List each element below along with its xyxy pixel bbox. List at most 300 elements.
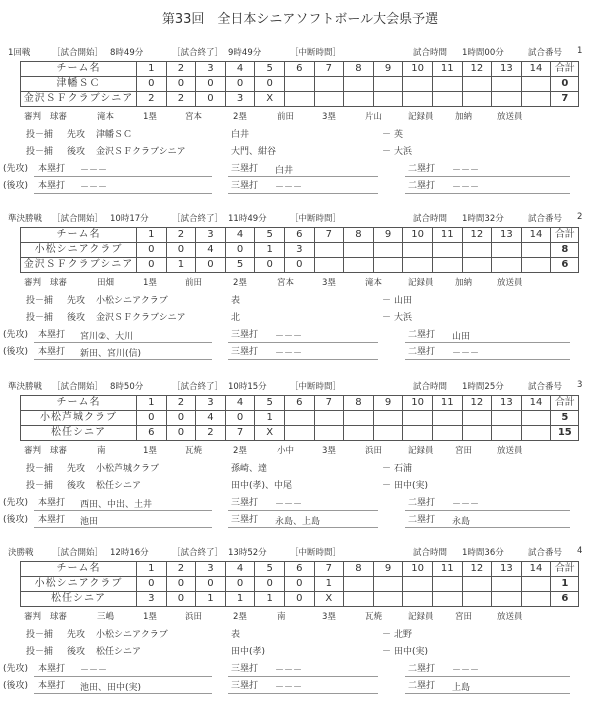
second-base-label: 2塁 xyxy=(233,446,247,456)
duration-label: 試合時間 xyxy=(413,548,448,558)
inning-header-5: 5 xyxy=(255,562,285,577)
total-header: 合計 xyxy=(551,228,579,243)
round-label: 準決勝戦 xyxy=(8,382,43,392)
inning-header-8: 8 xyxy=(344,562,374,577)
hits-top-row xyxy=(0,326,600,343)
inning-score: 3 xyxy=(137,592,167,607)
battery-bottom-pitcher: 北 xyxy=(231,313,241,323)
team-row-top xyxy=(21,77,579,92)
total-score: 15 xyxy=(551,426,579,441)
inning-score xyxy=(462,592,492,607)
inning-score: 3 xyxy=(284,243,314,258)
hr-label: 本塁打 xyxy=(38,347,66,357)
inning-header-13: 13 xyxy=(492,62,522,77)
inning-score xyxy=(492,77,522,92)
battery-label: 投－捕 xyxy=(26,481,54,491)
game-number-label: 試合番号 xyxy=(528,548,563,558)
hr-label: 本塁打 xyxy=(38,330,66,340)
battery-top-pitcher: 孫崎、達 xyxy=(231,464,268,474)
inning-header-4: 4 xyxy=(225,62,255,77)
third-base-umpire: 片山 xyxy=(365,112,383,122)
scoreboard-header-row xyxy=(21,562,579,577)
recorder-label: 記録員 xyxy=(408,112,434,122)
inning-header-13: 13 xyxy=(492,228,522,243)
double-label: 二塁打 xyxy=(408,181,436,191)
third-base-label: 3塁 xyxy=(322,112,336,122)
third-base-label: 3塁 xyxy=(322,278,336,288)
game-number: 3 xyxy=(577,380,583,390)
total-score: 1 xyxy=(551,577,579,592)
triple-label: 三塁打 xyxy=(231,330,259,340)
hr-bottom-value: 池田 xyxy=(80,517,99,527)
inning-header-8: 8 xyxy=(344,396,374,411)
hits-top-row xyxy=(0,160,600,177)
inning-score xyxy=(373,592,403,607)
team-name: 松任シニア xyxy=(21,592,137,607)
dash: － xyxy=(382,647,392,657)
inning-score: 2 xyxy=(137,92,167,107)
recorder-label: 記録員 xyxy=(408,612,434,622)
first-base-umpire: 浜田 xyxy=(185,612,203,622)
inning-score: 4 xyxy=(196,243,226,258)
inning-score xyxy=(314,426,344,441)
double-label: 二塁打 xyxy=(408,681,436,691)
triple-top-value: －－－ xyxy=(275,332,303,342)
battery-bottom-team: 金沢ＳＦクラブシニア xyxy=(96,313,186,323)
second-base-umpire: 小中 xyxy=(277,446,295,456)
triple-label: 三塁打 xyxy=(231,515,259,525)
dash: － xyxy=(382,130,392,140)
interrupt-label: ［中断時間］ xyxy=(290,382,342,392)
recorder-name: 加納 xyxy=(455,278,473,288)
team-row-bottom xyxy=(21,92,579,107)
triple-bottom-value: －－－ xyxy=(275,683,303,693)
game-header xyxy=(0,46,600,60)
top-paren-label: (先攻) xyxy=(3,498,29,508)
plate-umpire-label: 球審 xyxy=(50,446,68,456)
inning-header-14: 14 xyxy=(521,62,551,77)
inning-score xyxy=(432,411,462,426)
inning-score xyxy=(432,92,462,107)
inning-score xyxy=(521,411,551,426)
team-row-bottom xyxy=(21,426,579,441)
triple-bottom-value: 永島、上島 xyxy=(275,517,321,527)
second-base-label: 2塁 xyxy=(233,612,247,622)
third-base-label: 3塁 xyxy=(322,612,336,622)
triple-label: 三塁打 xyxy=(231,347,259,357)
inning-score xyxy=(403,577,433,592)
inning-header-2: 2 xyxy=(166,228,196,243)
duration-label: 試合時間 xyxy=(413,382,448,392)
scoreboard-header-row xyxy=(21,228,579,243)
duration-value: 1時間32分 xyxy=(462,214,504,224)
double-label: 二塁打 xyxy=(408,347,436,357)
battery-label: 投－捕 xyxy=(26,130,54,140)
first-base-label: 1塁 xyxy=(143,446,157,456)
announcer-label: 放送員 xyxy=(497,612,523,622)
battery-label: 投－捕 xyxy=(26,630,54,640)
team-name: 金沢ＳＦクラブシニア xyxy=(21,92,137,107)
inning-score: 1 xyxy=(255,411,285,426)
top-paren-label: (先攻) xyxy=(3,664,29,674)
inning-score xyxy=(284,411,314,426)
page-title: 第33回 全日本シニアソフトボール大会県予選 xyxy=(161,12,439,27)
inning-score: 0 xyxy=(225,243,255,258)
inning-score: 3 xyxy=(225,92,255,107)
second-base-umpire: 宮本 xyxy=(277,278,295,288)
inning-header-7: 7 xyxy=(314,562,344,577)
inning-score xyxy=(373,411,403,426)
inning-score xyxy=(344,592,374,607)
inning-score xyxy=(403,92,433,107)
inning-score xyxy=(462,92,492,107)
bottom-paren-label: (後攻) xyxy=(3,681,29,691)
hits-bottom-row xyxy=(0,177,600,194)
hr-label: 本塁打 xyxy=(38,164,66,174)
duration-label: 試合時間 xyxy=(413,214,448,224)
game-header xyxy=(0,380,600,394)
third-base-label: 3塁 xyxy=(322,446,336,456)
recorder-name: 宮田 xyxy=(455,612,473,622)
inning-score xyxy=(314,258,344,273)
battery-top-row xyxy=(0,293,600,309)
inning-score: 0 xyxy=(166,577,196,592)
end-label: ［試合終了］ xyxy=(172,548,224,558)
battery-top-team: 小松芦城クラブ xyxy=(96,464,160,474)
inning-score: 0 xyxy=(137,577,167,592)
interrupt-label: ［中断時間］ xyxy=(290,548,342,558)
double-label: 二塁打 xyxy=(408,664,436,674)
total-header: 合計 xyxy=(551,396,579,411)
inning-score xyxy=(521,77,551,92)
game-number: 4 xyxy=(577,546,583,556)
team-name: 小松シニアクラブ xyxy=(21,577,137,592)
inning-score xyxy=(373,92,403,107)
inning-score: 0 xyxy=(284,258,314,273)
game-section-1 xyxy=(0,46,600,193)
announcer-label: 放送員 xyxy=(497,446,523,456)
round-label: 決勝戦 xyxy=(8,548,34,558)
recorder-label: 記録員 xyxy=(408,278,434,288)
inning-score xyxy=(403,243,433,258)
inning-header-2: 2 xyxy=(166,62,196,77)
dash: － xyxy=(382,481,392,491)
inning-score: 2 xyxy=(196,426,226,441)
team-row-top xyxy=(21,577,579,592)
inning-header-13: 13 xyxy=(492,396,522,411)
plate-umpire-label: 球審 xyxy=(50,112,68,122)
inning-header-4: 4 xyxy=(225,228,255,243)
game-number-label: 試合番号 xyxy=(528,48,563,58)
inning-header-5: 5 xyxy=(255,228,285,243)
inning-score: 0 xyxy=(166,426,196,441)
game-header xyxy=(0,212,600,226)
inning-header-4: 4 xyxy=(225,562,255,577)
inning-header-11: 11 xyxy=(432,562,462,577)
inning-header-14: 14 xyxy=(521,228,551,243)
inning-header-9: 9 xyxy=(373,62,403,77)
dash: － xyxy=(382,147,392,157)
inning-score xyxy=(373,77,403,92)
double-bottom-value: －－－ xyxy=(452,183,480,193)
scoreboard-table xyxy=(20,227,579,273)
inning-score xyxy=(521,243,551,258)
total-score: 6 xyxy=(551,592,579,607)
inning-score xyxy=(462,411,492,426)
end-time: 11時49分 xyxy=(228,214,267,224)
double-label: 二塁打 xyxy=(408,164,436,174)
umpires-row xyxy=(0,110,600,122)
end-label: ［試合終了］ xyxy=(172,214,224,224)
inning-header-13: 13 xyxy=(492,562,522,577)
battery-top-catcher: 英 xyxy=(394,130,404,140)
battery-bottom-pitcher: 大門、紺谷 xyxy=(231,147,277,157)
double-bottom-value: 上島 xyxy=(452,683,471,693)
hits-top-row xyxy=(0,660,600,677)
inning-score: 0 xyxy=(166,243,196,258)
inning-score: 0 xyxy=(225,77,255,92)
start-label: ［試合開始］ xyxy=(52,382,104,392)
inning-score: 1 xyxy=(314,577,344,592)
inning-header-9: 9 xyxy=(373,228,403,243)
inning-score xyxy=(462,426,492,441)
hr-label: 本塁打 xyxy=(38,515,66,525)
start-label: ［試合開始］ xyxy=(52,214,104,224)
triple-top-value: －－－ xyxy=(275,500,303,510)
inning-score xyxy=(521,426,551,441)
hits-bottom-row xyxy=(0,343,600,360)
triple-label: 三塁打 xyxy=(231,664,259,674)
dash: － xyxy=(382,630,392,640)
inning-score: 0 xyxy=(255,77,285,92)
scoreboard-table xyxy=(20,561,579,607)
round-label: 準決勝戦 xyxy=(8,214,43,224)
inning-header-12: 12 xyxy=(462,562,492,577)
inning-score xyxy=(284,77,314,92)
inning-header-1: 1 xyxy=(137,62,167,77)
start-time: 10時17分 xyxy=(110,214,149,224)
inning-header-8: 8 xyxy=(344,62,374,77)
plate-umpire-label: 球審 xyxy=(50,612,68,622)
inning-score xyxy=(344,577,374,592)
second-base-umpire: 前田 xyxy=(277,112,295,122)
battery-bottom-team: 金沢ＳＦクラブシニア xyxy=(96,147,186,157)
inning-score: 0 xyxy=(284,592,314,607)
start-time: 12時16分 xyxy=(110,548,149,558)
second-base-umpire: 南 xyxy=(277,612,286,622)
inning-score: 0 xyxy=(225,577,255,592)
inning-score xyxy=(521,577,551,592)
hr-top-value: －－－ xyxy=(80,166,108,176)
inning-score xyxy=(344,92,374,107)
top-label: 先攻 xyxy=(67,464,86,474)
inning-header-6: 6 xyxy=(284,396,314,411)
inning-score: 1 xyxy=(225,592,255,607)
inning-score xyxy=(344,243,374,258)
triple-label: 三塁打 xyxy=(231,164,259,174)
double-top-value: 山田 xyxy=(452,332,471,342)
inning-header-1: 1 xyxy=(137,396,167,411)
team-name: 松任シニア xyxy=(21,426,137,441)
top-paren-label: (先攻) xyxy=(3,330,29,340)
inning-score xyxy=(403,426,433,441)
battery-bottom-pitcher: 田中(孝) xyxy=(231,647,266,657)
inning-header-6: 6 xyxy=(284,62,314,77)
start-time: 8時50分 xyxy=(110,382,144,392)
inning-score: 0 xyxy=(137,411,167,426)
inning-header-5: 5 xyxy=(255,62,285,77)
hr-top-value: 宮川②、大川 xyxy=(80,332,134,342)
inning-header-3: 3 xyxy=(196,62,226,77)
battery-bottom-row xyxy=(0,478,600,494)
umpire-label: 審判 xyxy=(24,278,42,288)
battery-bottom-catcher: 大浜 xyxy=(394,313,413,323)
inning-header-12: 12 xyxy=(462,228,492,243)
end-label: ［試合終了］ xyxy=(172,382,224,392)
hits-bottom-row xyxy=(0,511,600,528)
inning-score: 0 xyxy=(196,577,226,592)
battery-top-row xyxy=(0,127,600,143)
inning-score: 5 xyxy=(225,258,255,273)
dash: － xyxy=(382,464,392,474)
inning-header-2: 2 xyxy=(166,396,196,411)
inning-score: 0 xyxy=(255,258,285,273)
interrupt-label: ［中断時間］ xyxy=(290,48,342,58)
inning-score xyxy=(492,243,522,258)
battery-bottom-catcher: 田中(実) xyxy=(394,647,429,657)
team-name-header: チーム名 xyxy=(21,62,137,77)
inning-score: 0 xyxy=(137,258,167,273)
game-number: 2 xyxy=(577,212,583,222)
total-score: 5 xyxy=(551,411,579,426)
battery-bottom-row xyxy=(0,144,600,160)
game-header xyxy=(0,546,600,560)
plate-umpire: 三嶋 xyxy=(97,612,115,622)
inning-score xyxy=(373,243,403,258)
double-label: 二塁打 xyxy=(408,498,436,508)
inning-score xyxy=(373,577,403,592)
inning-score xyxy=(521,592,551,607)
battery-top-row xyxy=(0,627,600,643)
inning-score xyxy=(492,258,522,273)
total-header: 合計 xyxy=(551,62,579,77)
double-top-value: －－－ xyxy=(452,166,480,176)
inning-score xyxy=(462,258,492,273)
inning-score xyxy=(403,77,433,92)
inning-score xyxy=(314,411,344,426)
inning-score xyxy=(492,411,522,426)
hits-top-row xyxy=(0,494,600,511)
triple-top-value: －－－ xyxy=(275,666,303,676)
inning-header-2: 2 xyxy=(166,562,196,577)
battery-top-catcher: 山田 xyxy=(394,296,413,306)
inning-header-4: 4 xyxy=(225,396,255,411)
top-label: 先攻 xyxy=(67,296,86,306)
inning-score xyxy=(373,258,403,273)
battery-bottom-catcher: 田中(実) xyxy=(394,481,429,491)
duration-label: 試合時間 xyxy=(413,48,448,58)
battery-bottom-team: 松任シニア xyxy=(96,647,142,657)
inning-header-10: 10 xyxy=(403,62,433,77)
second-base-label: 2塁 xyxy=(233,278,247,288)
first-base-label: 1塁 xyxy=(143,612,157,622)
inning-score xyxy=(432,258,462,273)
umpire-label: 審判 xyxy=(24,612,42,622)
double-label: 二塁打 xyxy=(408,330,436,340)
round-label: 1回戦 xyxy=(8,48,31,58)
inning-score: 1 xyxy=(196,592,226,607)
inning-score xyxy=(462,577,492,592)
scoreboard-header-row xyxy=(21,62,579,77)
scoreboard-header-row xyxy=(21,396,579,411)
end-time: 10時15分 xyxy=(228,382,267,392)
battery-bottom-team: 松任シニア xyxy=(96,481,142,491)
inning-score: 1 xyxy=(255,243,285,258)
inning-header-10: 10 xyxy=(403,562,433,577)
total-score: 0 xyxy=(551,77,579,92)
inning-score xyxy=(432,426,462,441)
inning-header-10: 10 xyxy=(403,228,433,243)
double-label: 二塁打 xyxy=(408,515,436,525)
inning-score xyxy=(344,426,374,441)
team-name: 小松芦城クラブ xyxy=(21,411,137,426)
hr-label: 本塁打 xyxy=(38,681,66,691)
hr-top-value: －－－ xyxy=(80,666,108,676)
battery-label: 投－捕 xyxy=(26,464,54,474)
plate-umpire: 田畑 xyxy=(97,278,115,288)
inning-score: X xyxy=(314,592,344,607)
inning-score: 0 xyxy=(255,577,285,592)
inning-score xyxy=(314,77,344,92)
plate-umpire: 南 xyxy=(97,446,106,456)
double-top-value: －－－ xyxy=(452,500,480,510)
team-name-header: チーム名 xyxy=(21,228,137,243)
total-score: 6 xyxy=(551,258,579,273)
battery-bottom-row xyxy=(0,644,600,660)
battery-top-team: 小松シニアクラブ xyxy=(96,630,168,640)
announcer-label: 放送員 xyxy=(497,278,523,288)
inning-header-1: 1 xyxy=(137,562,167,577)
umpire-label: 審判 xyxy=(24,112,42,122)
battery-bottom-catcher: 大浜 xyxy=(394,147,413,157)
inning-header-9: 9 xyxy=(373,396,403,411)
inning-score xyxy=(462,243,492,258)
battery-top-catcher: 北野 xyxy=(394,630,413,640)
umpire-label: 審判 xyxy=(24,446,42,456)
inning-score: 0 xyxy=(196,77,226,92)
announcer-label: 放送員 xyxy=(497,112,523,122)
battery-top-catcher: 石浦 xyxy=(394,464,413,474)
game-section-2 xyxy=(0,212,600,359)
end-time: 9時49分 xyxy=(228,48,262,58)
inning-header-7: 7 xyxy=(314,228,344,243)
bottom-label: 後攻 xyxy=(67,313,86,323)
inning-score: 0 xyxy=(166,77,196,92)
umpires-row xyxy=(0,276,600,288)
battery-label: 投－捕 xyxy=(26,296,54,306)
bottom-label: 後攻 xyxy=(67,147,86,157)
battery-bottom-pitcher: 田中(孝)、中尾 xyxy=(231,481,293,491)
end-label: ［試合終了］ xyxy=(172,48,224,58)
triple-label: 三塁打 xyxy=(231,498,259,508)
second-base-label: 2塁 xyxy=(233,112,247,122)
inning-header-5: 5 xyxy=(255,396,285,411)
inning-header-12: 12 xyxy=(462,62,492,77)
end-time: 13時52分 xyxy=(228,548,267,558)
inning-score xyxy=(373,426,403,441)
top-label: 先攻 xyxy=(67,630,86,640)
dash: － xyxy=(382,313,392,323)
